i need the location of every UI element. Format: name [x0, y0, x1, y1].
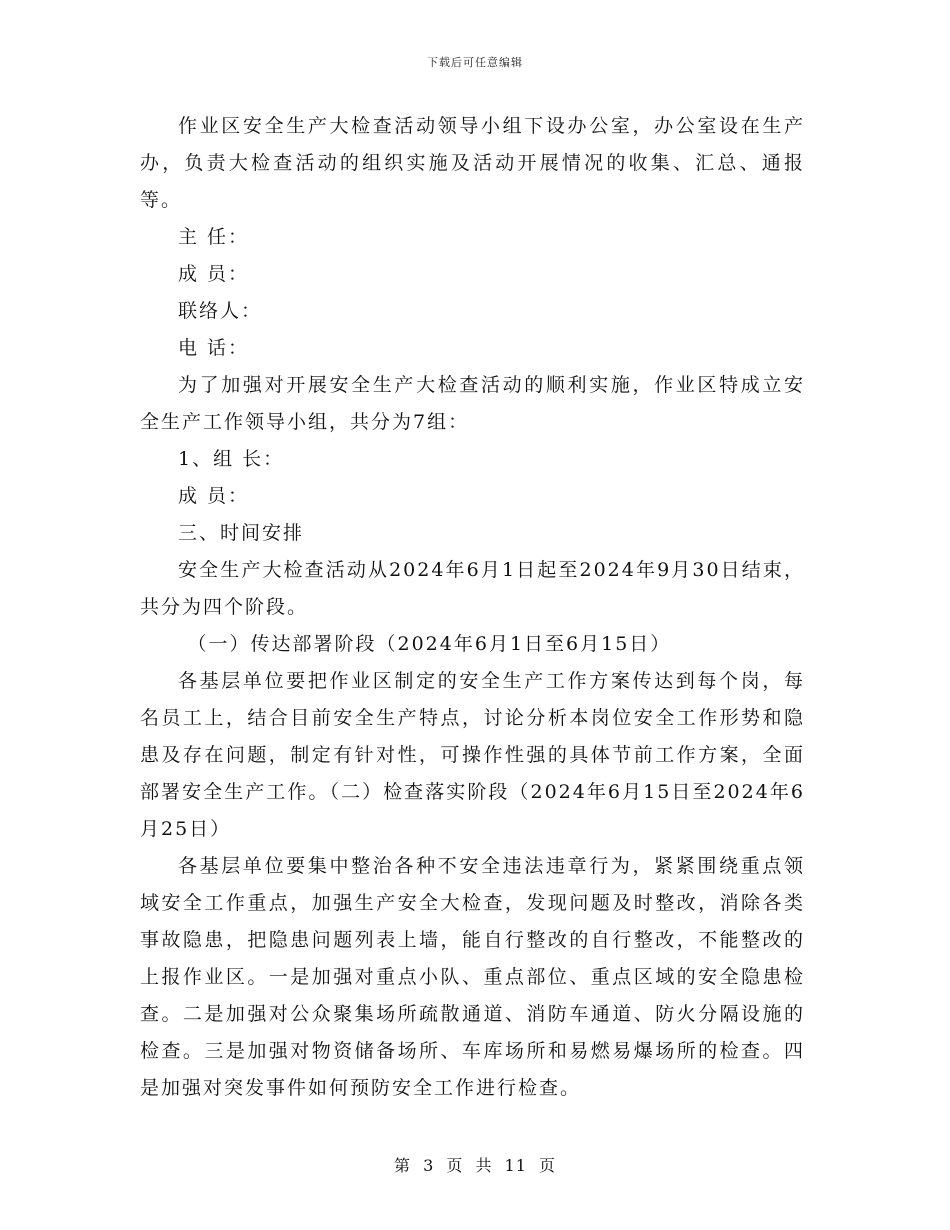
paragraph-members: 成 员：	[178, 263, 250, 285]
paragraph-schedule: 安全生产大检查活动从2024年6月1日起至2024年9月30日结束，共分为四个阶段。	[140, 559, 805, 618]
paragraph-group-leader: 1、组 长：	[178, 448, 285, 470]
paragraph-office: 作业区安全生产大检查活动领导小组下设办公室，办公室设在生产办，负责大检查活动的组织实施及活动开展情况的收集、汇总、通报等。	[140, 115, 805, 211]
document-body	[140, 108, 805, 1107]
paragraph-contact: 联络人：	[178, 300, 263, 322]
stage-one-heading: （一）传达部署阶段（2024年6月1日至6月15日）	[187, 633, 672, 655]
paragraph-phone: 电 话：	[178, 337, 250, 359]
paragraph-stage-one: 各基层单位要把作业区制定的安全生产工作方案传达到每个岗，每名员工上，结合目前安全生产特点，讨论分析本岗位安全工作形势和隐患及存在问题，制定有针对性，可操作性强的具体节前工作方案，全面部署安全生产工作。（二）检查落实阶段（2024年6月15日至2024年6月25日）	[140, 670, 805, 840]
paragraph-group-members: 成 员：	[178, 485, 250, 507]
paragraph-leading-group: 为了加强对开展安全生产大检查活动的顺利实施，作业区特成立安全生产工作领导小组，共分为7组：	[140, 374, 805, 433]
header-note: 下载后可任意编辑	[427, 56, 523, 69]
paragraph-stage-two: 各基层单位要集中整治各种不安全违法违章行为，紧紧围绕重点领域安全工作重点，加强生产安全大检查，发现问题及时整改，消除各类事故隐患，把隐患问题列表上墙，能自行整改的自行整改，不能整改的上报作业区。一是加强对重点小队、重点部位、重点区域的安全隐患检查。二是加强对公众聚集场所疏散通道、消防车通道、防火分隔设施的检查。三是加强对物资储备场所、车库场所和易燃易爆场所的检查。四是加强对突发事件如何预防安全工作进行检查。	[140, 855, 805, 1099]
page-number: 第 3 页 共 11 页	[394, 1156, 556, 1175]
paragraph-director: 主 任：	[178, 226, 250, 248]
section-heading-schedule: 三、时间安排	[178, 522, 305, 544]
